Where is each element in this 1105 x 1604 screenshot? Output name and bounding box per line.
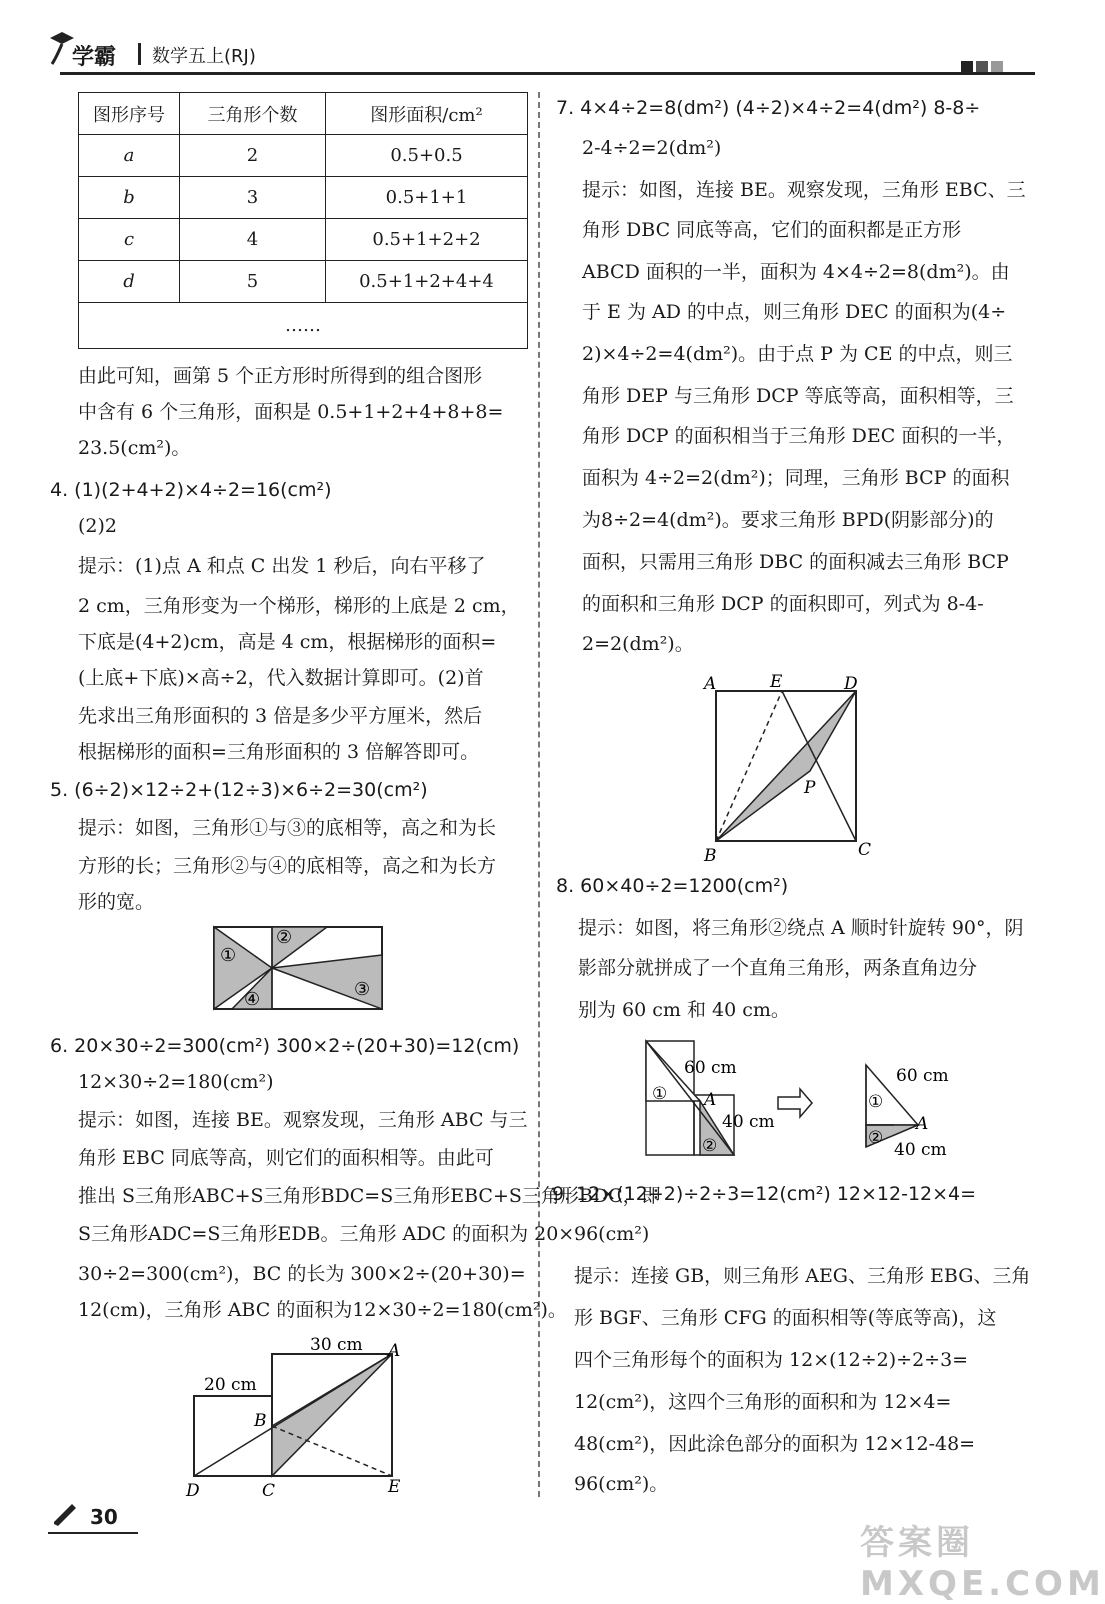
text-line: 的面积和三角形 DCP 的面积即可，列式为 8-4- [582,593,984,615]
label-1: ① [652,1084,668,1104]
text-line: 23.5(cm²)。 [78,437,191,459]
table-row [79,177,528,219]
text-line: 角形 DEP 与三角形 DCP 等底等高，面积相等，三 [582,385,1014,407]
header-rule [60,72,1035,75]
text-line: 2)×4÷2=4(dm²)。由于点 P 为 CE 的中点，则三 [582,343,1013,365]
text-line: 于 E 为 AD 的中点，则三角形 DEC 的面积为(4÷ [582,301,1007,323]
table-row [79,261,528,303]
text-line: 96(cm²)。 [574,1473,669,1495]
answer-line: 8. 60×40÷2=1200(cm²) [556,875,789,897]
point-c: C [858,840,872,860]
dim-40-b: 40 cm [894,1140,947,1160]
text-line: 影部分就拼成了一个直角三角形，两条直角边分 [578,957,978,979]
table-cell: 0.5+1+2+2 [326,219,528,261]
dim-40: 40 cm [722,1112,775,1132]
figure-5-rectangle [212,925,387,1013]
dim-60-b: 60 cm [896,1066,949,1086]
answer-line: (2)2 [78,515,118,537]
watermark [860,1515,1105,1604]
pencil-icon [50,1500,80,1530]
text-line: 2 cm，三角形变为一个梯形，梯形的上底是 2 cm， [78,595,520,617]
table-header-row [79,93,528,135]
table-cell: b [79,177,180,219]
figure-6 [180,1330,420,1500]
header-separator [138,43,141,65]
table-header: 图形序号 [79,93,180,135]
text-line: 面积，只需用三角形 DBC 的面积减去三角形 BCP [582,551,1009,573]
label-3: ③ [354,979,371,1000]
table-cell: 0.5+0.5 [326,135,528,177]
text-line: 12(cm²)，这四个三角形的面积和为 12×4= [574,1391,952,1413]
table-cell: d [79,261,180,303]
dim-left: 20 cm [204,1375,257,1395]
page-number: 30 [90,1505,118,1529]
table-cell: 0.5+1+1 [326,177,528,219]
table-ellipsis: …… [79,303,528,349]
hint-line: 提示：如图，将三角形②绕点 A 顺时针旋转 90°，阴 [578,917,1024,939]
text-line: 2=2(dm²)。 [582,633,694,655]
answer-line: 12×30÷2=180(cm²) [78,1071,274,1093]
text-line: 四个三角形每个的面积为 12×(12÷2)÷2÷3= [574,1349,969,1371]
watermark-text: 答案圈 MXQE.COM [860,1523,1105,1604]
text-line: ABCD 面积的一半，面积为 4×4÷2=8(dm²)。由 [582,261,1010,283]
table-header: 三角形个数 [180,93,326,135]
hint-line: 提示：(1)点 A 和点 C 出发 1 秒后，向右平移了 [78,555,486,577]
point-d: D [186,1481,200,1501]
label-2: ② [276,927,293,948]
column-divider [538,92,540,1497]
table-cell: 5 [180,261,326,303]
text-line: 角形 DCP 的面积相当于三角形 DEC 面积的一半， [582,425,1016,447]
table-cell: 0.5+1+2+4+4 [326,261,528,303]
point-p: P [804,778,816,798]
text-line: 根据梯形的面积=三角形面积的 3 倍解答即可。 [78,741,480,763]
table-cell: 2 [180,135,326,177]
text-line: 中含有 6 个三角形，面积是 0.5+1+2+4+8+8= [78,401,504,423]
answer-line: 96(cm²) [574,1223,650,1245]
label-2-b: ② [868,1128,884,1148]
answer-line: 6. 20×30÷2=300(cm²) 300×2÷(20+30)=12(cm) [50,1035,520,1057]
point-c: C [262,1481,276,1501]
point-b: B [254,1411,267,1431]
hint-line: 提示：连接 GB，则三角形 AEG、三角形 EBG、三角 [574,1265,1031,1287]
hint-line: 提示：如图，三角形①与③的底相等，高之和为长 [78,817,497,839]
table-cell: a [79,135,180,177]
table-row [79,303,528,349]
answer-line: 5. (6÷2)×12÷2+(12÷3)×6÷2=30(cm²) [50,779,428,801]
point-a: A [704,1090,717,1110]
table-row [79,135,528,177]
brand-logo: 学霸 [72,45,117,70]
label-2: ② [702,1136,718,1156]
point-a-b: A [916,1114,929,1134]
point-d: D [844,674,858,694]
text-line: 推出 S三角形ABC+S三角形BDC=S三角形EBC+S三角形BDC，即 [78,1185,661,1207]
text-line: 面积为 4÷2=2(dm²)；同理，三角形 BCP 的面积 [582,467,1010,489]
table-cell: 3 [180,177,326,219]
point-a: A [704,674,717,694]
label-4: ④ [244,989,261,1010]
page-header [0,0,1055,80]
text-line: 由此可知，画第 5 个正方形时所得到的组合图形 [78,365,483,387]
point-a: A [388,1341,401,1361]
text-line: 形 BGF、三角形 CFG 的面积相等(等底等高)，这 [574,1307,997,1329]
table-row [79,219,528,261]
dim-60: 60 cm [684,1058,737,1078]
arrow-right-icon [778,1089,812,1117]
table-cell: 4 [180,219,326,261]
area-table [78,92,528,349]
text-line: 48(cm²)，因此涂色部分的面积为 12×12-48= [574,1433,976,1455]
footer-rule [48,1532,138,1534]
text-line: 别为 60 cm 和 40 cm。 [578,999,790,1021]
label-1: ① [220,945,237,966]
text-line: 角形 DBC 同底等高，它们的面积都是正方形 [582,219,962,241]
text-line: 先求出三角形面积的 3 倍是多少平方厘米，然后 [78,705,483,727]
text-line: 为8÷2=4(dm²)。要求三角形 BPD(阴影部分)的 [582,509,994,531]
point-e: E [388,1477,401,1497]
text-line: 30÷2=300(cm²)，BC 的长为 300×2÷(20+30)= [78,1263,526,1285]
answer-line: 2-4÷2=2(dm²) [582,137,722,159]
subject-title: 数学五上(RJ) [152,46,256,67]
text-line: 角形 EBC 同底等高，则它们的面积相等。由此可 [78,1147,494,1169]
point-e: E [770,672,783,692]
point-b: B [704,846,717,866]
answer-line: 4. (1)(2+4+2)×4÷2=16(cm²) [50,479,332,501]
label-1-b: ① [868,1092,884,1112]
text-line: 12(cm)，三角形 ABC 的面积为12×30÷2=180(cm²)。 [78,1299,567,1321]
answer-line: 9. 12×(12÷2)÷2÷3=12(cm²) 12×12-12×4= [552,1183,977,1205]
text-line: S三角形ADC=S三角形EDB。三角形 ADC 的面积为 20× [78,1223,575,1245]
hint-line: 提示：如图，连接 BE。观察发现，三角形 ABC 与三 [78,1109,528,1131]
text-line: 下底是(4+2)cm，高是 4 cm，根据梯形的面积= [78,631,497,653]
text-line: (上底+下底)×高÷2，代入数据计算即可。(2)首 [78,667,484,689]
text-line: 形的宽。 [78,891,155,913]
hint-line: 提示：如图，连接 BE。观察发现，三角形 EBC、三 [582,179,1026,201]
table-header: 图形面积/cm² [326,93,528,135]
figure-8 [640,1035,960,1165]
text-line: 方形的长；三角形②与④的底相等，高之和为长方 [78,855,497,877]
table-cell: c [79,219,180,261]
figure-7-square [700,672,885,866]
answer-line: 7. 4×4÷2=8(dm²) (4÷2)×4÷2=4(dm²) 8-8÷ [556,97,981,119]
dim-top: 30 cm [310,1335,363,1355]
